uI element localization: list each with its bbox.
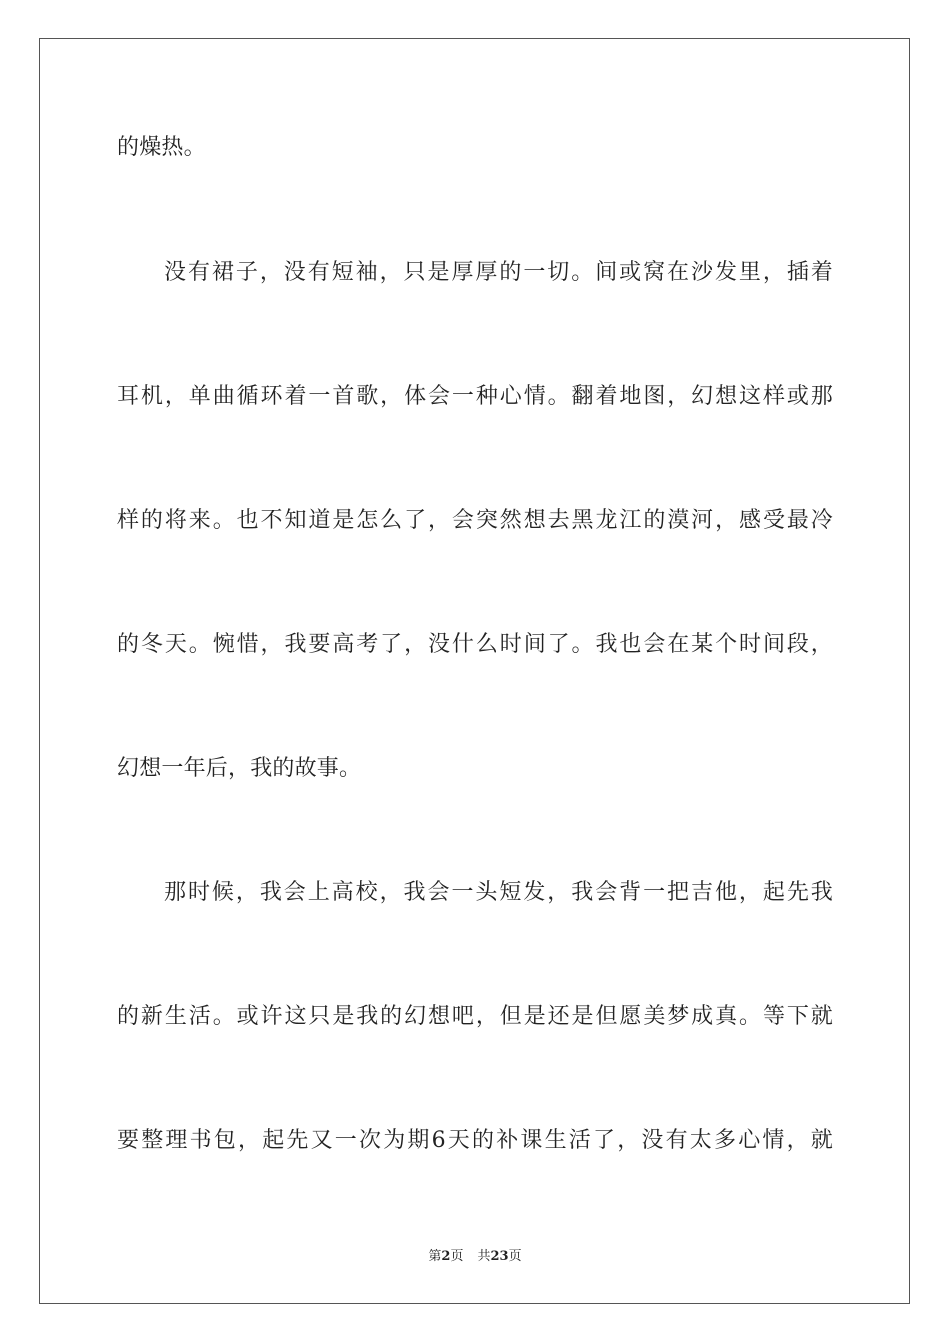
page-footer — [0, 1248, 950, 1266]
page-current: 2 — [441, 1249, 451, 1264]
page-suffix: 页 — [450, 1249, 464, 1264]
text-line-3: 耳机，单曲循环着一首歌，体会一种心情。翻着地图，幻想这样或那 — [117, 384, 833, 409]
page-total: 23 — [490, 1249, 509, 1264]
text-line-2: 没有裙子，没有短袖，只是厚厚的一切。间或窝在沙发里，插着 — [164, 260, 833, 285]
text-line-8: 的新生活。或许这只是我的幻想吧，但是还是但愿美梦成真。等下就 — [117, 1004, 833, 1029]
text-line-5: 的冬天。惋惜，我要高考了，没什么时间了。我也会在某个时间段， — [117, 632, 833, 657]
total-prefix: 共 — [477, 1249, 491, 1264]
total-suffix: 页 — [508, 1249, 522, 1264]
page-border — [39, 38, 910, 1304]
text-line-6: 幻想一年后，我的故事。 — [117, 756, 362, 781]
text-line-9: 要整理书包，起先又一次为期6天的补课生活了，没有太多心情，就 — [117, 1128, 833, 1153]
text-line-7: 那时候，我会上高校，我会一头短发，我会背一把吉他，起先我 — [164, 880, 833, 905]
page-prefix: 第 — [428, 1249, 442, 1264]
text-line-1: 的燥热。 — [117, 135, 206, 160]
text-line-4: 样的将来。也不知道是怎么了，会突然想去黑龙江的漠河，感受最冷 — [117, 508, 833, 533]
